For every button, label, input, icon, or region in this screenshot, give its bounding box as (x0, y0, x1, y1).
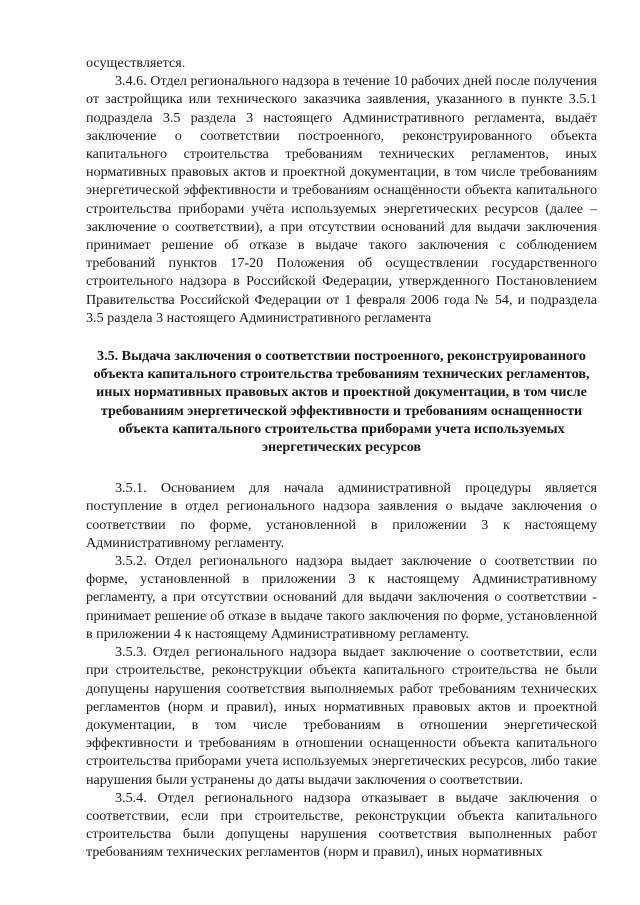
paragraph-3-4-6: 3.4.6. Отдел регионального надзора в течение 10 рабочих дней после получения от застройщика или технического заказчика заявления, указанного в пункте 3.5.1 подраздела 3.5 раздела 3 настоящего Административного регламента, выдаёт заключение о соответствии построенного, реконструированного объекта капитального строительства требованиям технических регламентов, иных нормативных правовых актов и проектной документации, в том числе требованиям энергетической эффективности и требованиям оснащённости объекта капитального строительства приборами учёта используемых энергетических ресурсов (далее – заключение о соответствии), а при отсутствии оснований для выдачи заключения принимает решение об отказе в выдаче такого заключения с соблюдением требований пунктов 17-20 Положения об осуществлении государственного строительного надзора в Российской Федерации, утвержденного Постановлением Правительства Российской Федерации от 1 февраля 2006 года № 54, и подраздела 3.5 раздела 3 настоящего Административного регламента (86, 73, 597, 326)
paragraph-3-5-2: 3.5.2. Отдел регионального надзора выдает заключение о соответствии по форме, установленной в приложении 3 к настоящему Административному регламенту, а при отсутствии оснований для выдачи заключения о соответствии - принимает решение об отказе в выдаче такого заключения по форме, установленной в приложении 4 к настоящему Административному регламенту. (86, 553, 597, 642)
document-page (86, 54, 597, 862)
section-heading-3-5: 3.5. Выдача заключения о соответствии построенного, реконструированного объекта капитального строительства требованиям технических регламентов, иных нормативных правовых актов и проектной документации, в том числе требованиям энергетической эффективности и требованиям оснащенности объекта капитального строительства приборами учета используемых энергетических ресурсов (93, 348, 590, 456)
paragraph-3-5-3: 3.5.3. Отдел регионального надзора выдает заключение о соответствии, если при строительстве, реконструкции объекта капитального строительства не были допущены нарушения соответствия выполняемых работ требованиям технических регламентов (норм и правил), иных нормативных правовых актов и проектной документации, в том числе требованиям в отношении энергетической эффективности и требованиям в отношении оснащенности объекта капитального строительства приборами учета используемых энергетических ресурсов, либо такие нарушения были устранены до даты выдачи заключения о соответствии. (86, 644, 597, 788)
paragraph-3-5-1: 3.5.1. Основанием для начала административной процедуры является поступление в отдел регионального надзора заявления о выдаче заключения о соответствии по форме, установленной в приложении 3 к настоящему Административному регламенту. (86, 480, 597, 551)
lead-line: осуществляется. (86, 55, 186, 71)
paragraph-3-5-4: 3.5.4. Отдел регионального надзора отказывает в выдаче заключения о соответствии, если при строительстве, реконструкции объекта капитального строительства были допущены нарушения соответствия выполненных работ требованиям технических регламентов (норм и правил), иных нормативных (86, 789, 597, 861)
